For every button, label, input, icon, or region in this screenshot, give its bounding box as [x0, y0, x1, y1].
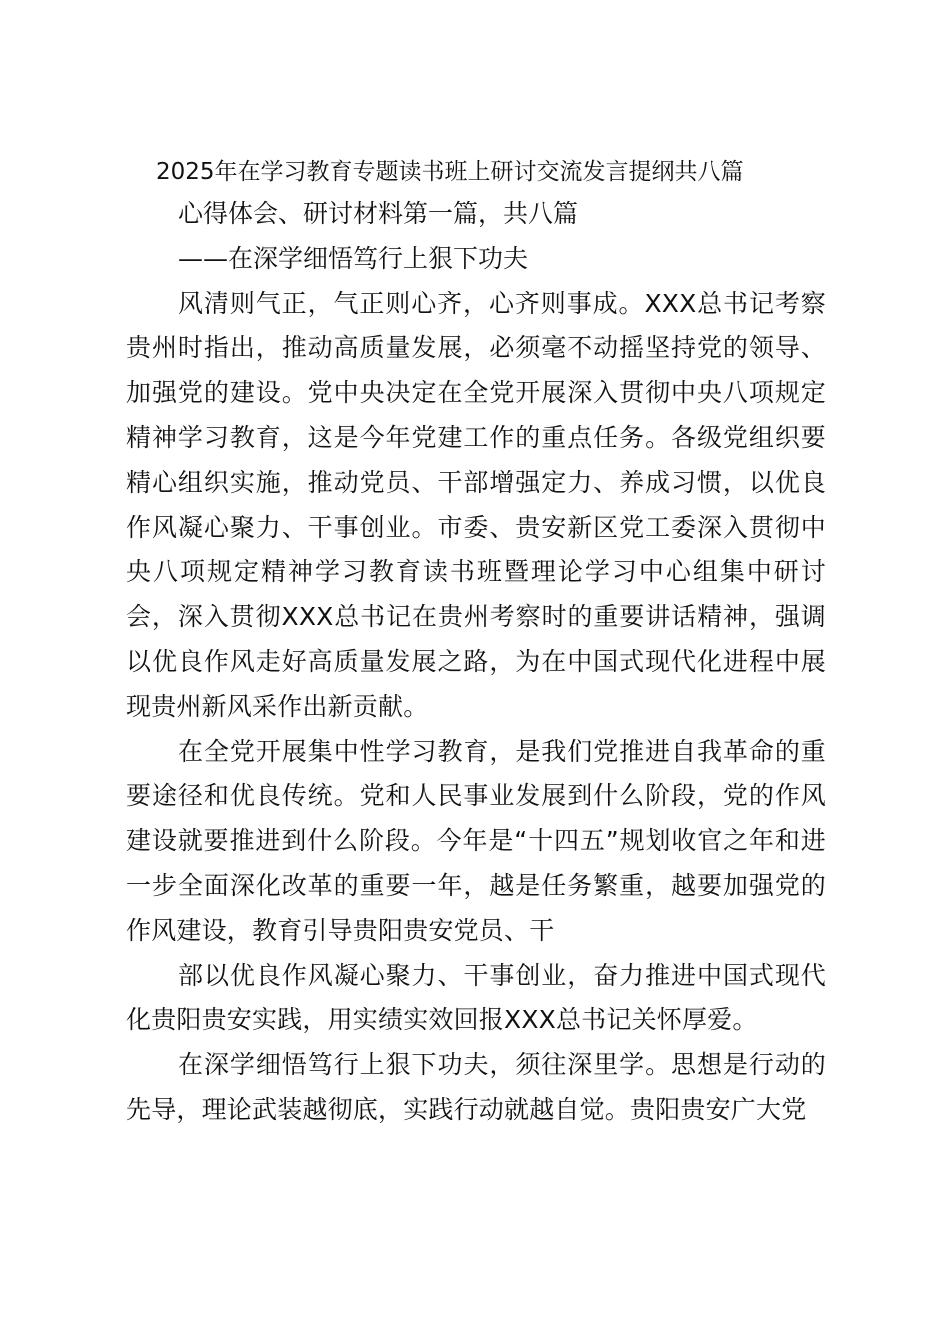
body-paragraph: 部以优良作风凝心聚力、干事创业，奋力推进中国式现代化贵阳贵安实践，用实绩实效回报XXX总书记关怀厚爱。	[126, 960, 826, 1035]
document-subtitle: 心得体会、研讨材料第一篇，共八篇	[178, 199, 579, 228]
document-title: 2025年在学习教育专题读书班上研讨交流发言提纲共八篇	[156, 159, 744, 185]
document-body	[126, 152, 826, 1133]
document-section-heading: ——在深学细悟笃行上狠下功夫	[178, 243, 529, 273]
body-paragraph: 在全党开展集中性学习教育，是我们党推进自我革命的重要途径和优良传统。党和人民事业发展到什么阶段，党的作风建设就要推进到什么阶段。今年是“十四五”规划收官之年和进一步全面深化改革的重要一年，越是任务繁重，越要加强党的作风建设，教育引导贵阳贵安党员、干	[126, 736, 826, 945]
body-paragraph: 在深学细悟笃行上狠下功夫，须往深里学。思想是行动的先导，理论武装越彻底，实践行动就越自觉。贵阳贵安广大党	[126, 1050, 826, 1124]
body-paragraph: 风清则气正，气正则心齐，心齐则事成。XXX总书记考察贵州时指出，推动高质量发展，必须毫不动摇坚持党的领导、加强党的建设。党中央决定在全党开展深入贯彻中央八项规定精神学习教育，这是今年党建工作的重点任务。各级党组织要精心组织实施，推动党员、干部增强定力、养成习惯，以优良作风凝心聚力、干事创业。市委、贵安新区党工委深入贯彻中央八项规定精神学习教育读书班暨理论学习中心组集中研讨会，深入贯彻XXX总书记在贵州考察时的重要讲话精神，强调以优良作风走好高质量发展之路，为在中国式现代化进程中展现贵州新风采作出新贡献。	[126, 288, 826, 721]
